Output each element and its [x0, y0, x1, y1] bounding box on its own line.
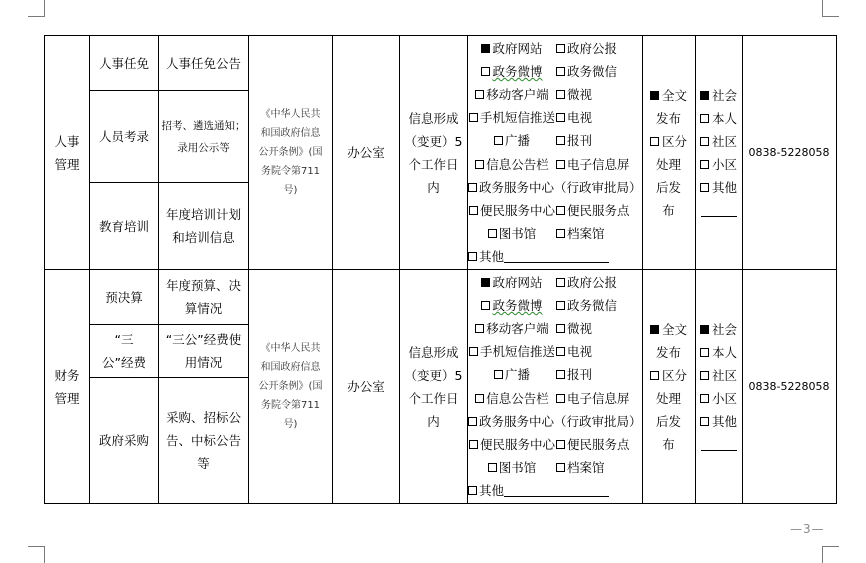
checkbox-icon[interactable]	[469, 347, 478, 356]
category-cell	[45, 36, 90, 270]
public-mode-text: 布	[662, 202, 675, 218]
channel-option[interactable]	[468, 340, 556, 363]
channel-row	[468, 129, 642, 152]
scope-option[interactable]	[696, 176, 742, 199]
scope-option[interactable]	[696, 107, 742, 130]
public-mode-text: 布	[662, 436, 675, 452]
channel-row	[468, 317, 642, 340]
channel-option[interactable]	[468, 433, 556, 456]
fill-blank	[701, 438, 737, 451]
public-mode-cell	[642, 270, 695, 504]
channel-option[interactable]	[468, 271, 556, 294]
channel-row	[468, 83, 642, 106]
responsible-dept: 办公室	[347, 379, 385, 394]
channel-option[interactable]	[556, 317, 592, 340]
category-label: 财务管理	[54, 367, 80, 406]
channel-row	[468, 456, 642, 479]
checkbox-icon[interactable]	[556, 136, 565, 145]
checkbox-icon[interactable]	[556, 44, 565, 53]
fill-blank	[504, 250, 609, 263]
channel-option[interactable]	[468, 387, 556, 410]
item-content: 招考、遴选通知；录用公示等	[161, 119, 246, 154]
checkbox-icon[interactable]	[481, 67, 490, 76]
channel-label: 政务微博	[492, 297, 543, 313]
checkbox-icon[interactable]	[556, 324, 565, 333]
channel-row	[468, 222, 642, 245]
channel-option[interactable]	[468, 37, 556, 60]
public-mode-text: 区分	[662, 367, 688, 383]
channel-label: 微视	[567, 320, 593, 336]
checkbox-icon[interactable]	[700, 417, 709, 426]
checkbox-icon[interactable]	[700, 114, 709, 123]
channel-label: 广播	[504, 133, 530, 149]
item-content-cell	[159, 270, 249, 325]
checkbox-icon[interactable]	[556, 394, 565, 403]
checkbox-icon[interactable]	[494, 136, 503, 145]
scope-label: 其他	[712, 179, 738, 195]
scope-label: 其他	[712, 413, 738, 429]
item-content-cell	[159, 378, 249, 504]
item-content: 年度培训计划和培训信息	[165, 207, 241, 245]
channel-label: 电子信息屏	[567, 156, 630, 172]
scope-blank	[696, 199, 742, 222]
public-mode-line	[643, 84, 695, 107]
channel-option[interactable]	[556, 153, 630, 176]
channel-row	[468, 271, 642, 294]
checkbox-icon[interactable]	[556, 206, 565, 215]
channel-row	[468, 340, 642, 363]
channel-option[interactable]	[556, 106, 592, 129]
scope-cell	[695, 36, 742, 270]
channel-label: 档案馆	[567, 460, 605, 476]
channel-option[interactable]	[468, 176, 642, 199]
channel-label: 信息公告栏	[486, 156, 549, 172]
public-mode-cell	[642, 36, 695, 270]
checkbox-icon[interactable]	[700, 91, 709, 100]
channel-option[interactable]	[468, 363, 556, 386]
channel-label: 政务服务中心（行政审批局）	[479, 179, 642, 195]
checkbox-icon[interactable]	[468, 417, 477, 426]
item-content-cell	[159, 325, 249, 378]
public-mode-text: 区分	[662, 133, 688, 149]
checkbox-icon[interactable]	[700, 348, 709, 357]
channel-label: 图书馆	[498, 226, 537, 242]
channel-option[interactable]	[468, 222, 556, 245]
channel-option[interactable]	[556, 37, 617, 60]
public-mode-line	[643, 107, 695, 130]
checkbox-icon[interactable]	[650, 325, 659, 334]
channel-option[interactable]	[556, 340, 592, 363]
checkbox-icon[interactable]	[481, 278, 490, 287]
scope-option[interactable]	[696, 84, 742, 107]
checkbox-icon[interactable]	[556, 278, 565, 287]
channels-cell	[468, 36, 643, 270]
channel-option[interactable]	[468, 60, 556, 83]
item-name-cell	[90, 91, 159, 183]
scope-option[interactable]	[696, 341, 742, 364]
channel-option[interactable]	[556, 387, 630, 410]
item-name-cell	[90, 325, 159, 378]
channel-option[interactable]	[468, 83, 556, 106]
checkbox-icon[interactable]	[556, 301, 565, 310]
channel-label: 政府网站	[492, 274, 543, 290]
public-mode-text: 发布	[656, 110, 682, 126]
checkbox-icon[interactable]	[469, 206, 478, 215]
public-mode-text: 处理	[656, 390, 682, 406]
public-mode-line	[643, 318, 695, 341]
item-content-cell	[159, 91, 249, 183]
category-label: 人事管理	[54, 133, 80, 172]
channel-label: 电子信息屏	[567, 390, 630, 406]
time-limit: 信息形成（变更）5个工作日内	[404, 344, 463, 429]
channel-label: 手机短信推送	[479, 110, 555, 126]
checkbox-icon[interactable]	[475, 160, 484, 169]
item-content-cell	[159, 36, 249, 91]
channel-row	[468, 106, 642, 129]
item-content: 采购、招标公告、中标公告等	[165, 410, 241, 471]
time-limit-cell	[400, 36, 468, 270]
checkbox-icon[interactable]	[469, 440, 478, 449]
channel-label: 其他	[479, 249, 505, 265]
legal-basis: 《中华人民共和国政府信息公开条例》(国务院令第711号)	[258, 343, 323, 430]
public-mode-line	[643, 433, 695, 456]
checkbox-icon[interactable]	[488, 229, 497, 238]
scope-label: 社会	[712, 321, 738, 337]
subject-cell	[333, 270, 400, 504]
checkbox-icon[interactable]	[556, 440, 565, 449]
public-mode-list	[643, 84, 695, 222]
checkbox-icon[interactable]	[481, 44, 490, 53]
channel-option[interactable]	[556, 83, 592, 106]
checkbox-icon[interactable]	[700, 394, 709, 403]
channel-row	[468, 245, 642, 268]
checkbox-icon[interactable]	[475, 324, 484, 333]
channel-option[interactable]	[556, 129, 592, 152]
channel-label: 政府公报	[567, 40, 618, 56]
time-limit: 信息形成（变更）5个工作日内	[404, 110, 463, 195]
channel-label: 移动客户端	[486, 86, 549, 102]
scope-option[interactable]	[696, 364, 742, 387]
scope-option[interactable]	[696, 153, 742, 176]
scope-option[interactable]	[696, 318, 742, 341]
channel-label: 电视	[567, 344, 593, 360]
channel-option[interactable]	[556, 294, 617, 317]
table-row	[45, 36, 837, 91]
channel-row	[468, 199, 642, 222]
channel-label: 手机短信推送	[479, 344, 555, 360]
checkbox-icon[interactable]	[556, 160, 565, 169]
channel-label: 政务服务中心（行政审批局）	[479, 413, 642, 429]
public-mode-text: 发布	[656, 344, 682, 360]
checkbox-icon[interactable]	[556, 229, 565, 238]
checkbox-icon[interactable]	[556, 370, 565, 379]
channel-label: 便民服务点	[567, 436, 630, 452]
item-name: 教育培训	[98, 218, 149, 234]
checkbox-icon[interactable]	[468, 183, 477, 192]
channel-row	[468, 410, 642, 433]
channel-label: 政务微信	[567, 297, 618, 313]
channel-label: 档案馆	[567, 226, 605, 242]
channel-option[interactable]	[468, 153, 556, 176]
channel-option[interactable]	[468, 199, 556, 222]
public-mode-line	[643, 410, 695, 433]
public-mode-text: 处理	[656, 156, 682, 172]
public-mode-text: 后发	[656, 179, 682, 195]
public-mode-line	[643, 176, 695, 199]
channel-option[interactable]	[556, 271, 617, 294]
scope-cell	[695, 270, 742, 504]
checkbox-icon[interactable]	[556, 113, 565, 122]
item-content: 人事任免公告	[165, 55, 241, 71]
item-content: “三公”经费使用情况	[165, 332, 242, 370]
checkbox-icon[interactable]	[475, 90, 484, 99]
channel-label: 便民服务中心	[479, 436, 555, 452]
channel-option[interactable]	[468, 456, 556, 479]
basis-cell	[249, 270, 333, 504]
contact-phone: 0838-5228058	[748, 146, 830, 159]
checkbox-icon[interactable]	[468, 252, 477, 261]
channel-row	[468, 387, 642, 410]
fill-blank	[701, 204, 737, 217]
checkbox-icon[interactable]	[700, 371, 709, 380]
channel-label: 便民服务点	[567, 202, 630, 218]
checkbox-icon[interactable]	[556, 67, 565, 76]
crop-mark-top-left	[28, 0, 45, 17]
channel-option[interactable]	[468, 317, 556, 340]
item-content-cell	[159, 183, 249, 270]
public-mode-list	[643, 318, 695, 456]
scope-option[interactable]	[696, 130, 742, 153]
public-mode-text: 全文	[662, 87, 688, 103]
public-mode-line	[643, 364, 695, 387]
checkbox-icon[interactable]	[556, 347, 565, 356]
channel-option[interactable]	[468, 106, 556, 129]
checkbox-icon[interactable]	[556, 90, 565, 99]
scope-list	[696, 84, 742, 222]
channel-label: 政府公报	[567, 274, 618, 290]
channel-label: 报刊	[567, 367, 593, 383]
contact-phone: 0838-5228058	[748, 380, 830, 393]
disclosure-table	[44, 35, 837, 504]
scope-label: 本人	[712, 344, 738, 360]
page-number: —3—	[790, 522, 825, 536]
scope-label: 社会	[712, 87, 738, 103]
item-name-cell	[90, 36, 159, 91]
item-content: 年度预算、决算情况	[165, 278, 241, 316]
scope-label: 本人	[712, 110, 738, 126]
public-mode-line	[643, 153, 695, 176]
category-cell	[45, 270, 90, 504]
channel-row	[468, 153, 642, 176]
channel-label: 报刊	[567, 133, 593, 149]
checkbox-icon[interactable]	[700, 183, 709, 192]
public-mode-line	[643, 130, 695, 153]
item-name: 人员考录	[98, 129, 149, 144]
channel-row	[468, 176, 642, 199]
crop-mark-bottom-left	[28, 546, 45, 563]
checkbox-icon[interactable]	[700, 137, 709, 146]
item-name: 预决算	[105, 289, 143, 305]
subject-cell	[333, 36, 400, 270]
channel-option[interactable]	[468, 129, 556, 152]
public-mode-text: 后发	[656, 413, 682, 429]
channel-option[interactable]	[556, 433, 630, 456]
channel-label: 其他	[479, 483, 505, 499]
legal-basis: 《中华人民共和国政府信息公开条例》(国务院令第711号)	[258, 109, 323, 196]
channel-option[interactable]	[468, 245, 609, 268]
scope-label: 小区	[712, 156, 738, 172]
item-name: 政府采购	[98, 433, 149, 448]
checkbox-icon[interactable]	[650, 137, 659, 146]
channel-option[interactable]	[468, 410, 642, 433]
checkbox-icon[interactable]	[700, 160, 709, 169]
channel-option[interactable]	[468, 479, 609, 502]
checkbox-icon[interactable]	[468, 486, 477, 495]
channel-option[interactable]	[556, 60, 617, 83]
channel-label: 信息公告栏	[486, 390, 549, 406]
checkbox-icon[interactable]	[700, 325, 709, 334]
phone-cell	[742, 36, 836, 270]
channel-row	[468, 479, 642, 502]
scope-label: 社区	[712, 367, 738, 383]
channel-row	[468, 37, 642, 60]
public-mode-line	[643, 199, 695, 222]
public-mode-line	[643, 387, 695, 410]
item-name-cell	[90, 378, 159, 504]
crop-mark-bottom-right	[822, 546, 839, 563]
basis-cell	[249, 36, 333, 270]
channel-option[interactable]	[556, 199, 630, 222]
channel-label: 政务微信	[567, 63, 618, 79]
channel-label: 广播	[504, 367, 530, 383]
channels-cell	[468, 270, 643, 504]
channel-label: 电视	[567, 110, 593, 126]
phone-cell	[742, 270, 836, 504]
scope-blank	[696, 433, 742, 456]
item-name-cell	[90, 183, 159, 270]
table-row	[45, 270, 837, 325]
channel-label: 政务微博	[492, 63, 543, 79]
channel-label: 微视	[567, 86, 593, 102]
channel-option[interactable]	[556, 363, 592, 386]
checkbox-icon[interactable]	[488, 463, 497, 472]
checkbox-icon[interactable]	[494, 370, 503, 379]
channel-label: 移动客户端	[486, 320, 549, 336]
time-limit-cell	[400, 270, 468, 504]
scope-option[interactable]	[696, 387, 742, 410]
channel-option[interactable]	[468, 294, 556, 317]
public-mode-text: 全文	[662, 321, 688, 337]
scope-label: 社区	[712, 133, 738, 149]
channel-label: 政府网站	[492, 40, 543, 56]
checkbox-icon[interactable]	[556, 463, 565, 472]
channel-option[interactable]	[556, 222, 605, 245]
checkbox-icon[interactable]	[650, 371, 659, 380]
scope-option[interactable]	[696, 410, 742, 433]
scope-list	[696, 318, 742, 456]
item-name: “三公”经费	[102, 332, 146, 370]
channel-label: 图书馆	[498, 460, 537, 476]
channel-row	[468, 363, 642, 386]
item-name: 人事任免	[98, 55, 149, 71]
crop-mark-top-right	[822, 0, 839, 17]
scope-label: 小区	[712, 390, 738, 406]
checkbox-icon[interactable]	[469, 113, 478, 122]
channel-row	[468, 433, 642, 456]
channel-row	[468, 294, 642, 317]
item-name-cell	[90, 270, 159, 325]
checkbox-icon[interactable]	[650, 91, 659, 100]
channel-label: 便民服务中心	[479, 202, 555, 218]
checkbox-icon[interactable]	[475, 394, 484, 403]
checkbox-icon[interactable]	[481, 301, 490, 310]
public-mode-line	[643, 341, 695, 364]
channel-row	[468, 60, 642, 83]
channel-option[interactable]	[556, 456, 605, 479]
responsible-dept: 办公室	[347, 145, 385, 160]
fill-blank	[504, 484, 609, 497]
